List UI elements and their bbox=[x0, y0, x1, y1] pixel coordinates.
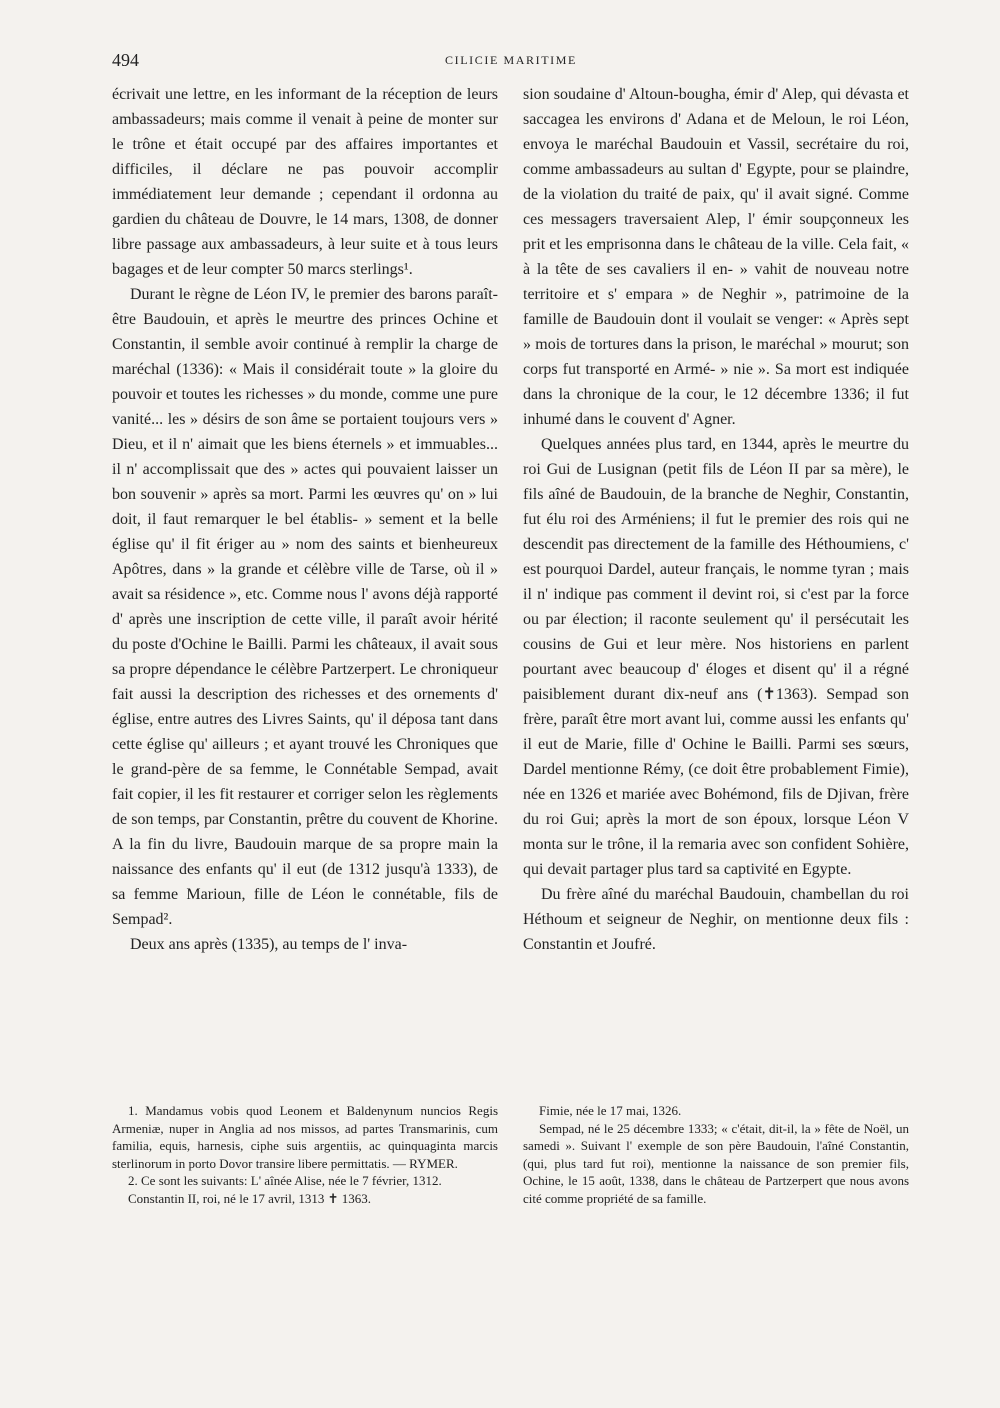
footnote: Constantin II, roi, né le 17 avril, 1313 ✝ 1363. bbox=[128, 1190, 372, 1206]
paragraph: sion soudaine d' Altoun-bougha, émir d' Alep, qui dévasta et saccagea les environs d' Adana et de Meloun, le roi Léon, envoya le maréchal Baudouin et Vassil, secrétaire du roi, comme ambassadeurs au sultan d' Egypte, pour se plaindre, de la violation du traité de paix, qu' il avait signé. Comme ces messagers traversaient Alep, l' émir soupçonneux les prit et les emprisonna dans le château de la ville. Cela fait, « à la tête de ses cavaliers il en- » vahit de nouveau notre territoire et s' empara » de Neghir », patrimoine de la famille de Baudouin dont il voulait se venger: « Après sept » mois de tortures dans la prison, le maréchal » mourut; son corps fut transporté en Armé- » nie ». Sa mort est indiquée dans la chronique de la cour, le 12 décembre 1336; il fut inhumé dans le couvent d' Agner. bbox=[523, 86, 909, 428]
paragraph: Du frère aîné du maréchal Baudouin, chambellan du roi Héthoum et seigneur de Neghir, on mentionne deux fils : Constantin et Joufré. bbox=[523, 886, 909, 953]
footnotes-left bbox=[112, 1102, 498, 1207]
footnote: Fimie, née le 17 mai, 1326. bbox=[539, 1103, 682, 1118]
left-column bbox=[112, 82, 498, 957]
footnote: 2. Ce sont les suivants: L' aînée Alise, née le 7 février, 1312. bbox=[128, 1173, 442, 1188]
footnote: Sempad, né le 25 décembre 1333; « c'était, dit-il, la » fête de Noël, un samedi ». Suivant l' exemple de son père Baudouin, l'aîné Constantin, (qui, plus tard fut roi), mentionne la naissance de son premier fils, Ochine, le 15 août, 1338, dans le château de Partzerpert que nous avons cité comme propriété de sa famille. bbox=[523, 1120, 909, 1206]
footnote: 1. Mandamus vobis quod Leonem et Baldenynum nuncios Regis Armeniæ, nuper in Anglia ad nos missos, ad partes Transmarinis, cum familia, equis, harnesis, ciphe suis argentiis, ac quinquaginta marcis sterlinorum in porto Dovor transire libere permittatis. — RYMER. bbox=[112, 1103, 498, 1171]
running-title: CILICIE MARITIME bbox=[445, 53, 577, 67]
page-number: 494 bbox=[112, 50, 139, 70]
paragraph: Durant le règne de Léon IV, le premier des barons paraît-être Baudouin, et après le meurtre des princes Ochine et Constantin, il semble avoir continué à remplir la charge de maréchal (1336): « Mais il considérait toute » la gloire du pouvoir et toutes les richesses » du monde, comme une pure vanité... les » désirs de son âme se portaient toujours vers » Dieu, et il n' aimait que les biens éternels » et immuables... il n' accomplissait que des » actes qui pouvaient laisser un bon souvenir » après sa mort. Parmi les œuvres qu' on » lui doit, il faut remarquer le bel établis- » sement et la belle église qu' il fit ériger au » nom des saints et bienheureux Apôtres, dans » la grande et célèbre ville de Tarse, où il » avait sa résidence », etc. Comme nous l' avons déjà rapporté d' après une inscription de cette ville, il paraît avoir hérité du poste d'Ochine le Bailli. Parmi les châteaux, il avait sous sa propre dépendance le célèbre Partzerpert. Le chroniqueur fait aussi la description des richesses et des ornements d' église, entre autres des Livres Saints, qu' il déposa tant dans cette église qu' ailleurs ; et ayant trouvé les Chroniques que le grand-père de sa femme, le Connétable Sempad, avait fait copier, il les fit restaurer et corriger selon les règlements de son temps, par Constantin, prêtre du couvent de Khorine. A la fin du livre, Baudouin marque de sa propre main la naissance des enfants qu' il eut (de 1312 jusqu'à 1333), de sa femme Marioun, fille de Léon le connétable, fils de Sempad². bbox=[112, 286, 498, 928]
right-column bbox=[523, 82, 909, 957]
paragraph: Quelques années plus tard, en 1344, après le meurtre du roi Gui de Lusignan (petit fils de Léon II par sa mère), le fils aîné de Baudouin, de la branche de Neghir, Constantin, fut élu roi des Arméniens; il fut le premier des rois qui ne descendit pas directement de la famille des Héthoumiens, c' est pourquoi Dardel, auteur français, le nomme tyran ; mais il n' indique pas comment il devint roi, si c'est par la force ou par élection; il raconte seulement qu' il persécutait les cousins de Gui et leur mère. Nos historiens en parlent pourtant avec beaucoup d' éloges et disent qu' il a régné paisiblement durant dix-neuf ans (✝1363). Sempad son frère, paraît être mort avant lui, comme aussi les enfants qu' il eut de Marie, fille d' Ochine le Bailli. Parmi ses sœurs, Dardel mentionne Rémy, (ce doit être probablement Fimie), née en 1326 et mariée avec Bohémond, fils de Djivan, frère du roi Gui; après la mort de son époux, lorsque Léon V monta sur le trône, il la remaria avec son confident Sohière, qui devait partager plus tard sa captivité en Egypte. bbox=[523, 436, 909, 878]
paragraph: Deux ans après (1335), au temps de l' inva- bbox=[130, 936, 408, 953]
page-header bbox=[112, 50, 910, 78]
paragraph: écrivait une lettre, en les informant de la réception de leurs ambassadeurs; mais comme il venait à peine de monter sur le trône et était occupé par des affaires importantes et difficiles, il déclare ne pas pouvoir accomplir immédiatement leur demande ; cependant il ordonna au gardien du château de Douvre, le 14 mars, 1308, de donner libre passage aux ambassadeurs, à leur suite et à tous leurs bagages et de leur compter 50 marcs sterlings¹. bbox=[112, 86, 498, 278]
footnotes-right bbox=[523, 1102, 909, 1207]
